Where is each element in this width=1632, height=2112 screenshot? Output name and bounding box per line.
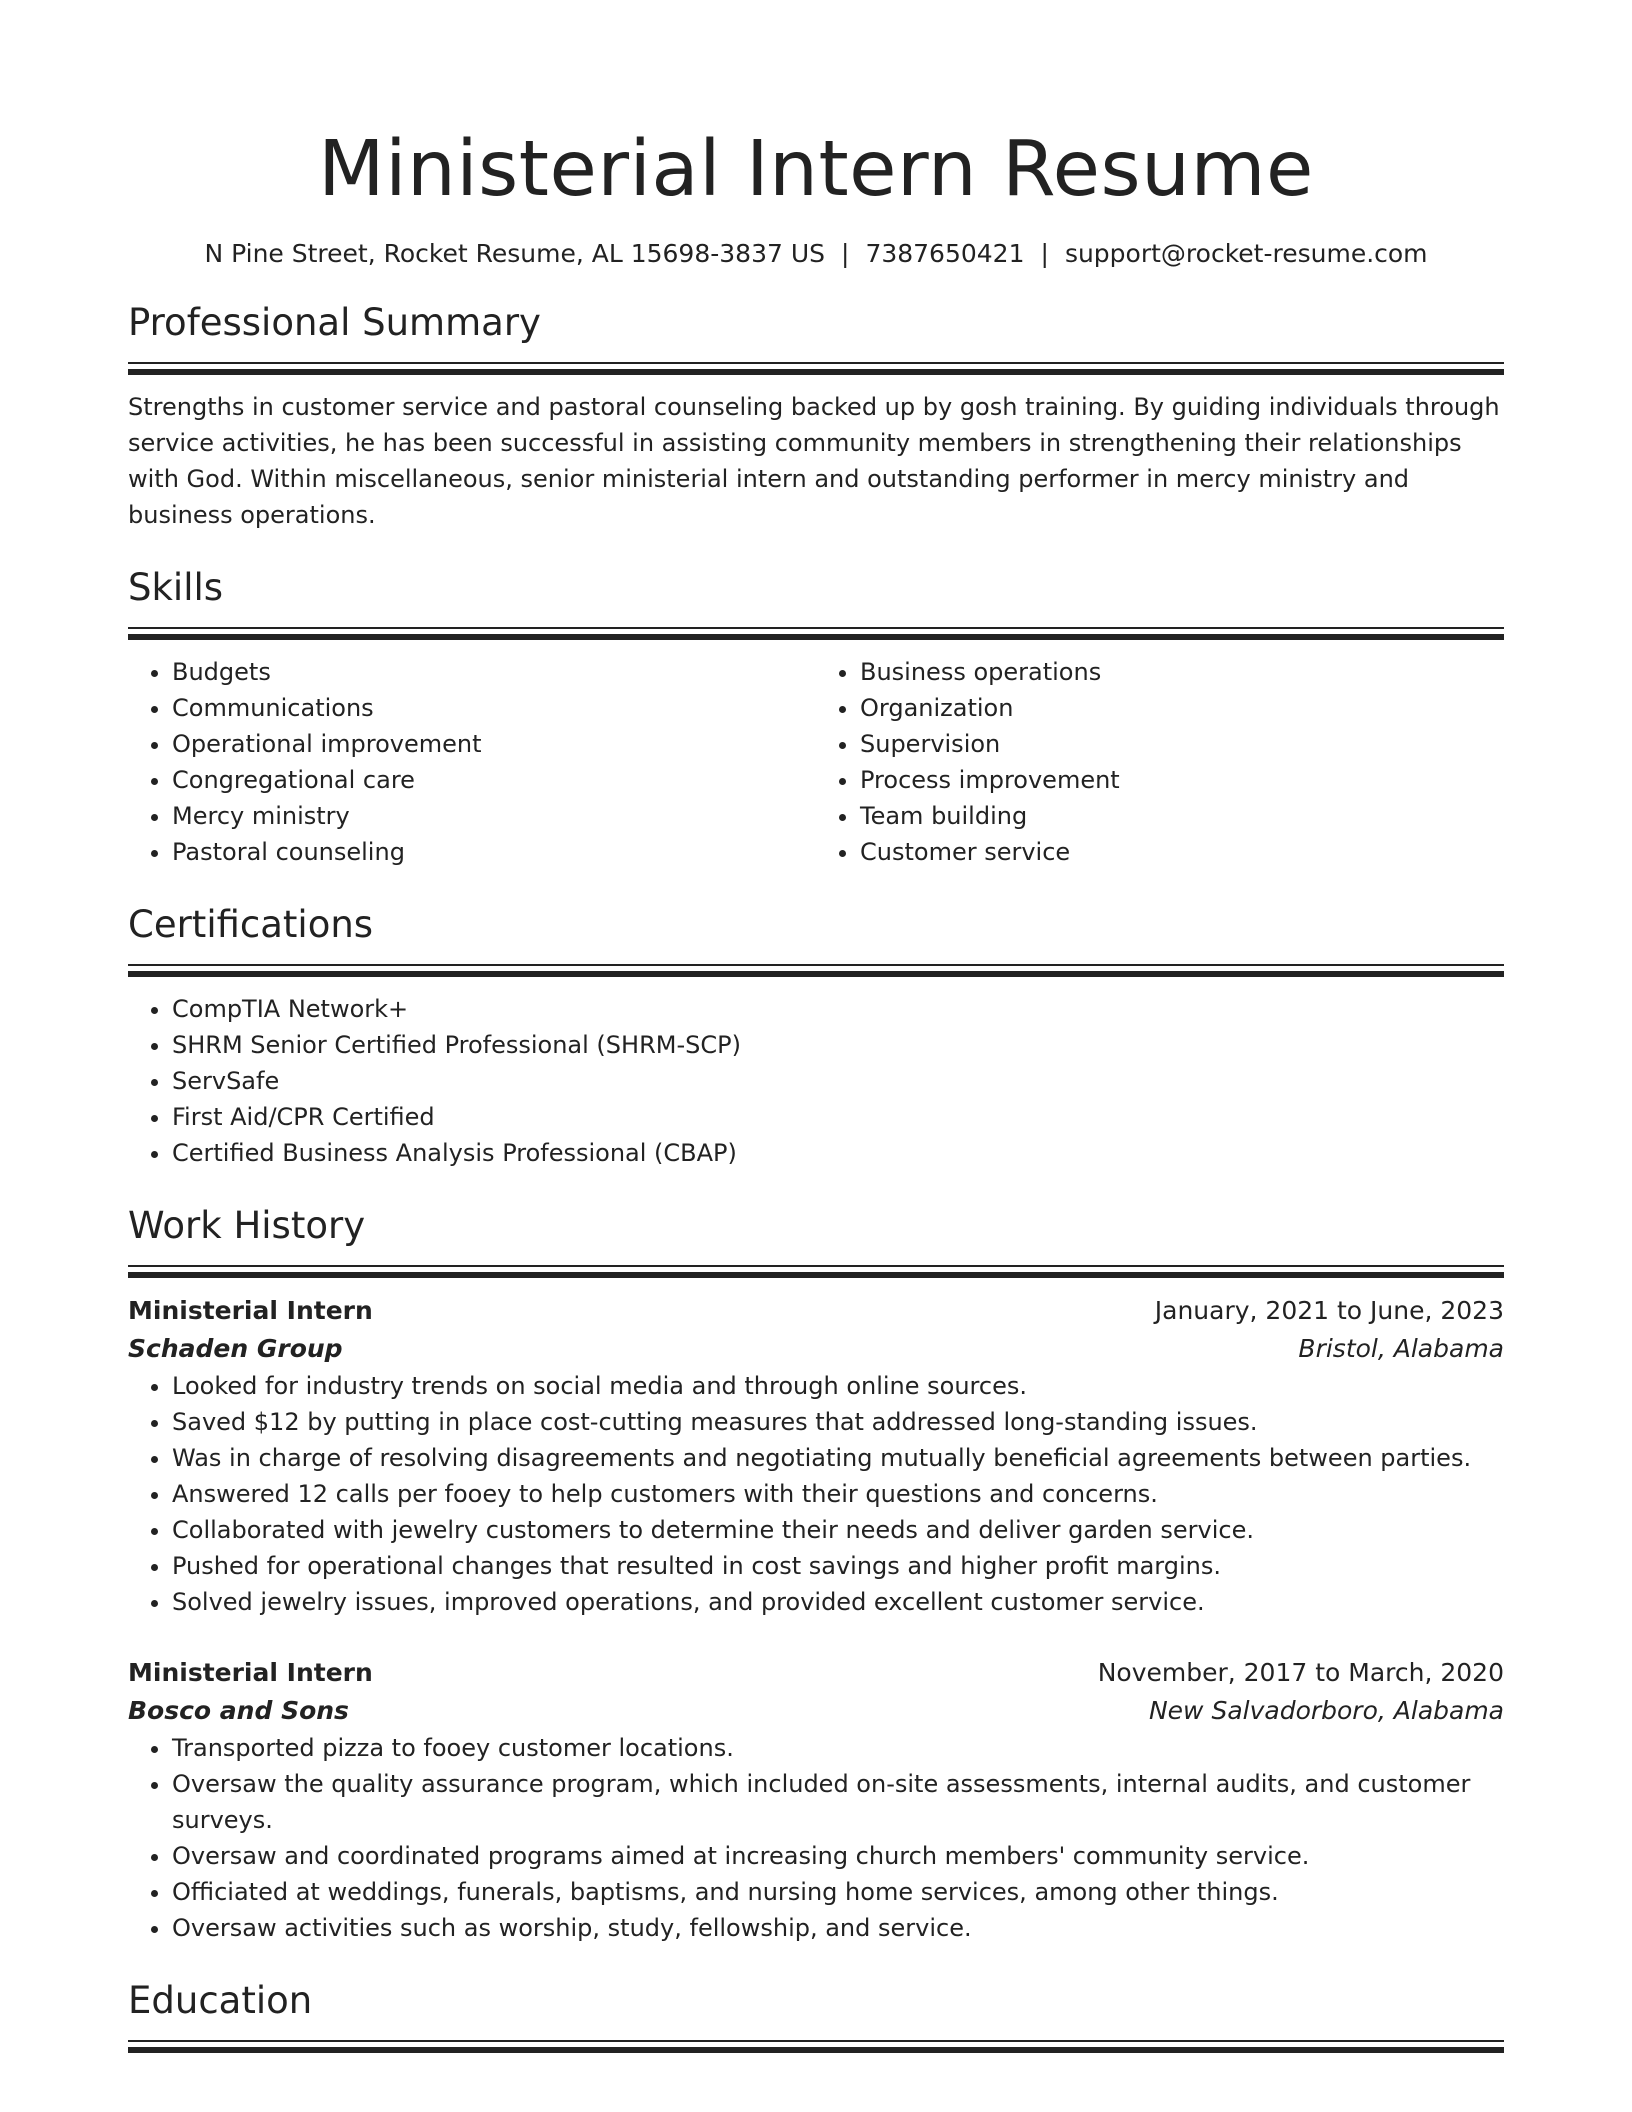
section-heading: Education bbox=[128, 1979, 313, 2022]
skill-item: • Team building bbox=[860, 798, 1504, 834]
skills-columns bbox=[128, 654, 1504, 870]
job-duty: • Was in charge of resolving disagreements and negotiating mutually beneficial agreements between parties. bbox=[172, 1440, 1504, 1476]
section-heading: Work History bbox=[128, 1204, 366, 1247]
job-duty: • Pushed for operational changes that resulted in cost savings and higher profit margins. bbox=[172, 1548, 1504, 1584]
job-duty: • Oversaw and coordinated programs aimed at increasing church members' community service. bbox=[172, 1838, 1504, 1874]
section-rule-thin bbox=[128, 362, 1504, 364]
resume-title: Ministerial Intern Resume bbox=[318, 125, 1314, 214]
skill-item: • Process improvement bbox=[860, 762, 1504, 798]
job-duty: • Officiated at weddings, funerals, baptisms, and nursing home services, among other things. bbox=[172, 1874, 1504, 1910]
job-header-row bbox=[128, 1654, 1504, 1692]
section-heading: Skills bbox=[128, 566, 224, 609]
professional-summary-section bbox=[128, 298, 1504, 533]
contact-email: support@rocket-resume.com bbox=[1064, 239, 1428, 268]
section-rule-thick bbox=[128, 971, 1504, 977]
certification-item: • First Aid/CPR Certified bbox=[172, 1099, 1504, 1135]
job-duty: • Solved jewelry issues, improved operations, and provided excellent customer service. bbox=[172, 1584, 1504, 1620]
job-dates: January, 2021 to June, 2023 bbox=[1154, 1296, 1504, 1325]
section-rule-thick bbox=[128, 1272, 1504, 1278]
section-rule-thin bbox=[128, 964, 1504, 966]
section-rule-thick bbox=[128, 634, 1504, 640]
certification-item: • CompTIA Network+ bbox=[172, 991, 1504, 1027]
job-entry bbox=[128, 1292, 1504, 1620]
skill-item: • Operational improvement bbox=[172, 726, 816, 762]
section-rule-thick bbox=[128, 2047, 1504, 2053]
job-duty: • Oversaw the quality assurance program, which included on-site assessments, internal audits, and customer surveys. bbox=[172, 1766, 1504, 1838]
skill-item: • Supervision bbox=[860, 726, 1504, 762]
job-header-row bbox=[128, 1292, 1504, 1330]
skill-item: • Budgets bbox=[172, 654, 816, 690]
job-duty: • Transported pizza to fooey customer locations. bbox=[172, 1730, 1504, 1766]
job-entry bbox=[128, 1654, 1504, 1946]
skill-item: • Mercy ministry bbox=[172, 798, 816, 834]
certifications-section bbox=[128, 900, 1504, 1171]
job-title: Ministerial Intern bbox=[128, 1296, 373, 1325]
work-history-section bbox=[128, 1201, 1504, 1946]
job-subheader-row bbox=[128, 1330, 1504, 1368]
contact-line bbox=[128, 238, 1504, 270]
job-title: Ministerial Intern bbox=[128, 1658, 373, 1687]
certifications-list bbox=[128, 991, 1504, 1171]
skill-item: • Organization bbox=[860, 690, 1504, 726]
section-rule-thin bbox=[128, 627, 1504, 629]
job-dates: November, 2017 to March, 2020 bbox=[1097, 1658, 1504, 1687]
job-location: New Salvadorboro, Alabama bbox=[1148, 1696, 1504, 1725]
skill-item: • Congregational care bbox=[172, 762, 816, 798]
certification-item: • SHRM Senior Certified Professional (SHRM-SCP) bbox=[172, 1027, 1504, 1063]
job-subheader-row bbox=[128, 1692, 1504, 1730]
skills-list-left bbox=[128, 654, 816, 870]
section-rule-thin bbox=[128, 2040, 1504, 2042]
job-duty: • Saved $12 by putting in place cost-cutting measures that addressed long-standing issues. bbox=[172, 1404, 1504, 1440]
job-duty: • Collaborated with jewelry customers to determine their needs and deliver garden service. bbox=[172, 1512, 1504, 1548]
section-rule-thin bbox=[128, 1265, 1504, 1267]
job-duty: • Answered 12 calls per fooey to help customers with their questions and concerns. bbox=[172, 1476, 1504, 1512]
section-heading: Professional Summary bbox=[128, 301, 541, 344]
job-duties-list bbox=[128, 1368, 1504, 1620]
contact-address: N Pine Street, Rocket Resume, AL 15698-3837 US bbox=[204, 239, 825, 268]
skill-item: • Customer service bbox=[860, 834, 1504, 870]
certification-item: • ServSafe bbox=[172, 1063, 1504, 1099]
education-section bbox=[128, 1976, 1504, 2053]
summary-text: Strengths in customer service and pastoral counseling backed up by gosh training. By guiding individuals through service activities, he has been successful in assisting community members in strengthening their relationships with God. Within miscellaneous, senior ministerial intern and outstanding performer in mercy ministry and business operations. bbox=[128, 393, 1500, 529]
contact-separator: | bbox=[1040, 239, 1049, 268]
job-company: Bosco and Sons bbox=[128, 1696, 349, 1725]
job-company: Schaden Group bbox=[128, 1334, 343, 1363]
job-duty: • Oversaw activities such as worship, study, fellowship, and service. bbox=[172, 1910, 1504, 1946]
section-rule-thick bbox=[128, 369, 1504, 375]
skills-section bbox=[128, 563, 1504, 870]
contact-separator: | bbox=[841, 239, 850, 268]
job-duty: • Looked for industry trends on social media and through online sources. bbox=[172, 1368, 1504, 1404]
section-heading: Certifications bbox=[128, 903, 374, 946]
skill-item: • Pastoral counseling bbox=[172, 834, 816, 870]
job-duties-list bbox=[128, 1730, 1504, 1946]
job-location: Bristol, Alabama bbox=[1298, 1334, 1504, 1363]
skill-item: • Business operations bbox=[860, 654, 1504, 690]
skills-list-right bbox=[816, 654, 1504, 870]
skill-item: • Communications bbox=[172, 690, 816, 726]
certification-item: • Certified Business Analysis Professional (CBAP) bbox=[172, 1135, 1504, 1171]
contact-phone: 7387650421 bbox=[865, 239, 1025, 268]
